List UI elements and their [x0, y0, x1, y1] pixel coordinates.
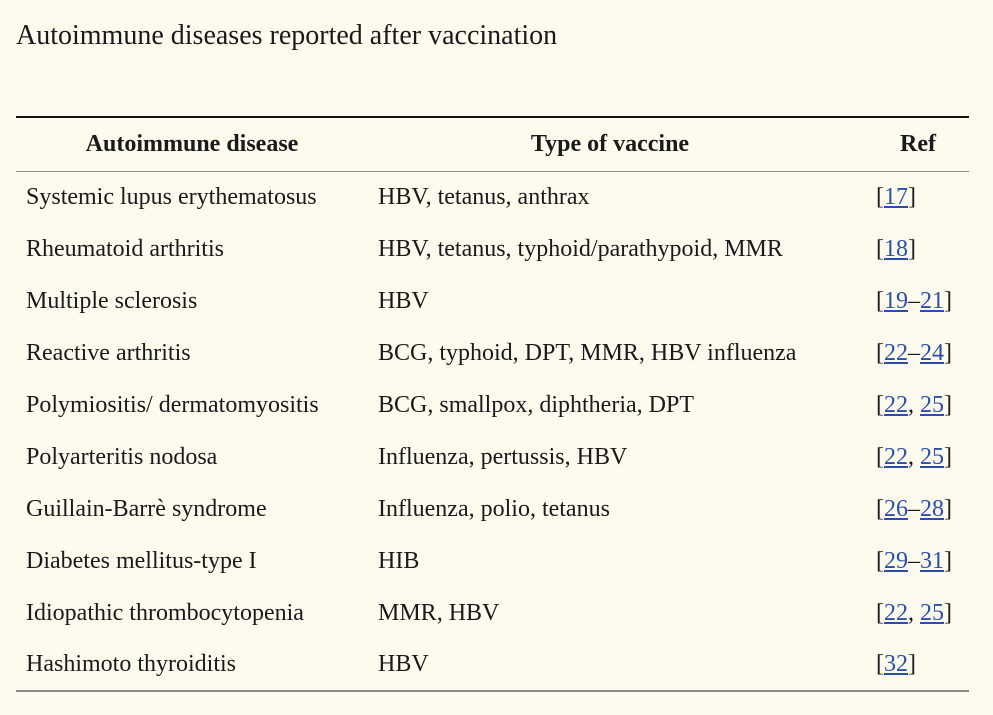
reference-link[interactable]: 21	[920, 287, 944, 314]
vaccine-cell: Influenza, polio, tetanus	[378, 495, 610, 522]
ref-open-bracket: [	[876, 339, 884, 366]
reference-link[interactable]: 22	[884, 391, 908, 418]
ref-open-bracket: [	[876, 391, 884, 418]
ref-cell	[852, 535, 969, 587]
table-row	[16, 275, 969, 327]
vaccine-cell: HIB	[378, 547, 420, 574]
table-row	[16, 483, 969, 535]
disease-cell: Polymiositis/ dermatomyositis	[26, 391, 319, 418]
ref-separator: ,	[908, 599, 920, 626]
table-caption: Autoimmune diseases reported after vaccination	[16, 20, 558, 51]
ref-separator: –	[908, 339, 920, 366]
disease-cell: Diabetes mellitus-type I	[26, 547, 257, 574]
reference-link[interactable]: 31	[920, 547, 944, 574]
table-container	[16, 116, 969, 692]
disease-cell: Hashimoto thyroiditis	[16, 639, 368, 691]
ref-open-bracket: [	[876, 443, 884, 470]
ref-cell	[852, 379, 969, 431]
vaccine-cell: Influenza, pertussis, HBV	[378, 443, 628, 470]
ref-close-bracket: ]	[944, 287, 952, 314]
ref-cell	[852, 639, 969, 691]
disease-cell: Polyarteritis nodosa	[26, 443, 218, 470]
ref-separator: –	[908, 495, 920, 522]
reference-link[interactable]: 24	[920, 339, 944, 366]
disease-cell: Rheumatoid arthritis	[26, 235, 224, 262]
reference-link[interactable]: 22	[884, 599, 908, 626]
table-row	[16, 639, 969, 691]
vaccine-cell: HBV	[368, 639, 852, 691]
table-row	[16, 587, 969, 639]
reference-link[interactable]: 18	[884, 235, 908, 262]
ref-close-bracket: ]	[944, 599, 952, 626]
ref-cell	[852, 587, 969, 639]
table-row	[16, 223, 969, 275]
table-row	[16, 171, 969, 223]
reference-link[interactable]: 32	[884, 651, 908, 677]
table-body	[16, 171, 969, 691]
reference-link[interactable]: 26	[884, 495, 908, 522]
vaccine-cell: HBV	[378, 287, 429, 314]
ref-open-bracket: [	[876, 235, 884, 262]
reference-link[interactable]: 22	[884, 339, 908, 366]
reference-link[interactable]: 19	[884, 287, 908, 314]
header-disease: Autoimmune disease	[16, 117, 368, 171]
disease-cell: Multiple sclerosis	[26, 287, 198, 314]
ref-open-bracket: [	[876, 599, 884, 626]
disease-cell: Idiopathic thrombocytopenia	[26, 599, 304, 626]
disease-cell: Reactive arthritis	[26, 339, 191, 366]
vaccine-cell: HBV, tetanus, anthrax	[378, 183, 590, 210]
disease-cell: Guillain-Barrè syndrome	[26, 495, 267, 522]
header-vaccine: Type of vaccine	[368, 117, 852, 171]
ref-open-bracket: [	[876, 287, 884, 314]
reference-link[interactable]: 25	[920, 391, 944, 418]
reference-link[interactable]: 17	[884, 183, 908, 210]
ref-close-bracket: ]	[944, 443, 952, 470]
ref-close-bracket: ]	[944, 391, 952, 418]
ref-open-bracket: [	[876, 183, 884, 210]
header-ref: Ref	[852, 117, 969, 171]
ref-separator: –	[908, 287, 920, 314]
ref-cell	[852, 431, 969, 483]
reference-link[interactable]: 29	[884, 547, 908, 574]
autoimmune-vaccine-table	[16, 116, 969, 692]
reference-link[interactable]: 25	[920, 599, 944, 626]
ref-separator: ,	[908, 391, 920, 418]
vaccine-cell: BCG, smallpox, diphtheria, DPT	[378, 391, 694, 418]
ref-close-bracket: ]	[908, 651, 916, 677]
reference-link[interactable]: 25	[920, 443, 944, 470]
reference-link[interactable]: 22	[884, 443, 908, 470]
reference-link[interactable]: 28	[920, 495, 944, 522]
ref-close-bracket: ]	[908, 183, 916, 210]
ref-open-bracket: [	[876, 651, 884, 677]
ref-cell	[852, 275, 969, 327]
ref-open-bracket: [	[876, 547, 884, 574]
table-row	[16, 535, 969, 587]
disease-cell: Systemic lupus erythematosus	[26, 183, 317, 210]
ref-close-bracket: ]	[944, 495, 952, 522]
ref-cell	[852, 223, 969, 275]
ref-close-bracket: ]	[944, 547, 952, 574]
table-row	[16, 327, 969, 379]
ref-cell	[852, 483, 969, 535]
ref-open-bracket: [	[876, 495, 884, 522]
vaccine-cell: MMR, HBV	[378, 599, 500, 626]
ref-cell	[852, 327, 969, 379]
header-row	[16, 117, 969, 171]
table-row	[16, 431, 969, 483]
vaccine-cell: BCG, typhoid, DPT, MMR, HBV influenza	[378, 339, 797, 366]
ref-separator: ,	[908, 443, 920, 470]
ref-close-bracket: ]	[908, 235, 916, 262]
ref-close-bracket: ]	[944, 339, 952, 366]
ref-separator: –	[908, 547, 920, 574]
vaccine-cell: HBV, tetanus, typhoid/parathypoid, MMR	[378, 235, 783, 262]
table-row	[16, 379, 969, 431]
ref-cell	[852, 171, 969, 223]
table-header	[16, 117, 969, 171]
